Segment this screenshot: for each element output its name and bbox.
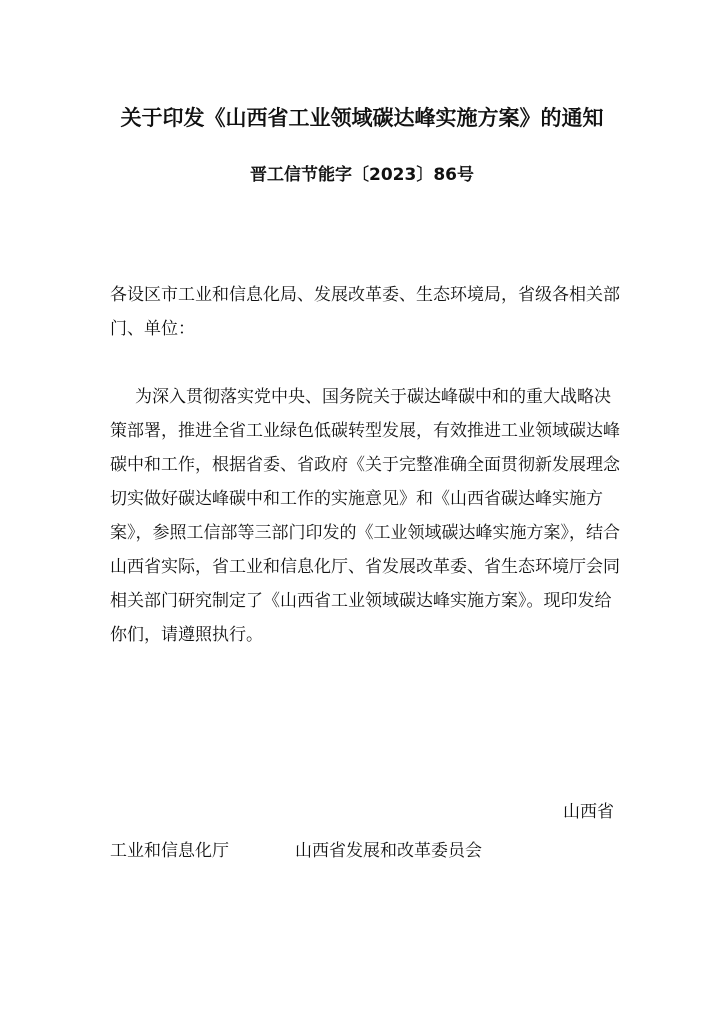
salutation: 各设区市工业和信息化局、发展改革委、生态环境局，省级各相关部门、单位： <box>110 285 620 339</box>
document-title: 关于印发《山西省工业领域碳达峰实施方案》的通知 <box>120 106 604 130</box>
document-number: 晋工信节能字〔2023〕86号 <box>250 165 474 185</box>
signature-org-industry: 工业和信息化厅 <box>110 841 229 861</box>
signature-row <box>110 836 620 861</box>
body-paragraph: 为深入贯彻落实党中央、国务院关于碳达峰碳中和的重大战略决策部署，推进全省工业绿色低碳转型发展，有效推进工业领域碳达峰碳中和工作，根据省委、省政府《关于完整准确全面贯彻新发展理念切实做好碳达峰碳中和工作的实施意见》和《山西省碳达峰实施方案》，参照工信部等三部门印发的《工业领域碳达峰实施方案》，结合山西省实际，省工业和信息化厅、省发展改革委、省生态环境厅会同相关部门研究制定了《山西省工业领域碳达峰实施方案》。现印发给你们，请遵照执行。 <box>110 387 620 645</box>
signature-province: 山西省 <box>563 802 614 822</box>
signature-org-development: 山西省发展和改革委员会 <box>295 841 482 861</box>
